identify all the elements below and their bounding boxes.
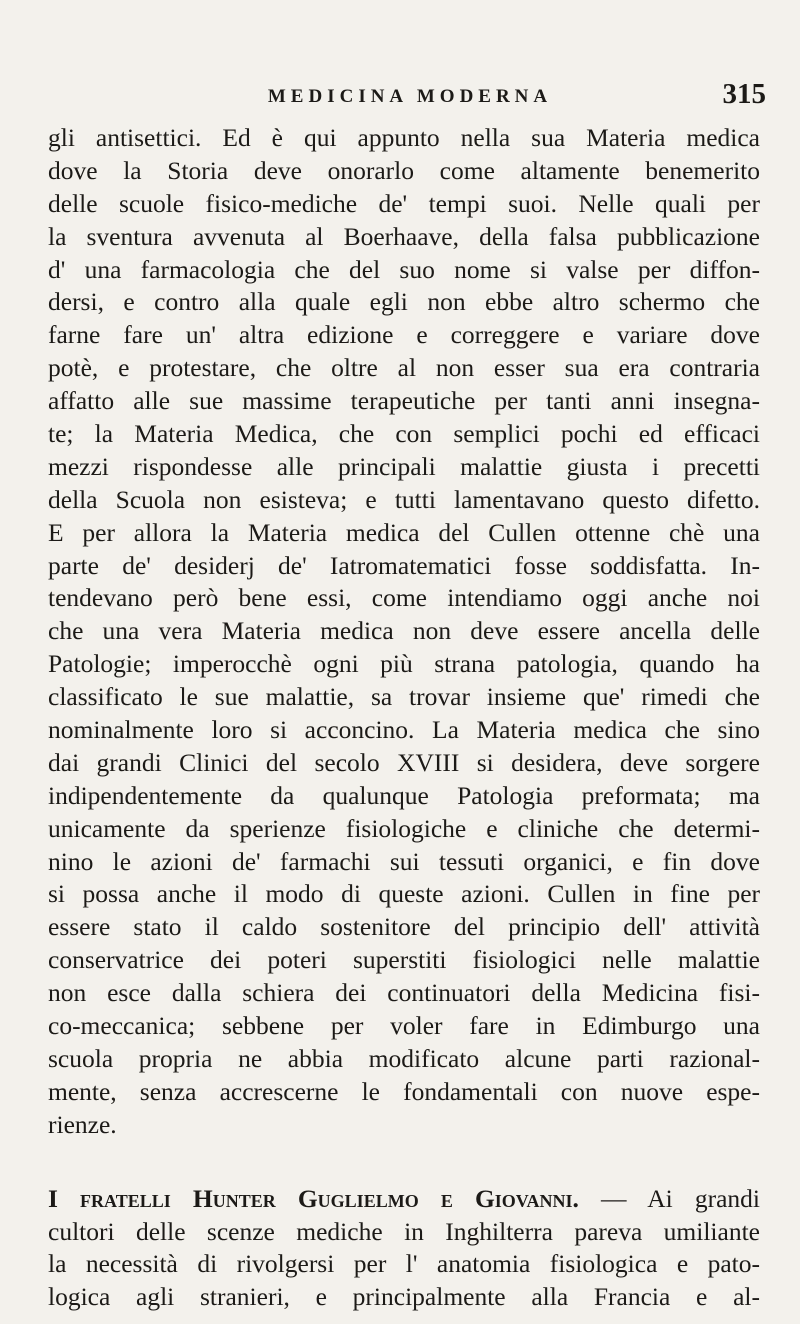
- running-title: MEDICINA MODERNA: [267, 86, 553, 107]
- text-line: unicamente da sperienze fisiologiche e cliniche che determi-: [48, 813, 760, 843]
- text-line: nino le azioni de' farmachi sui tessuti organici, e fin dove: [48, 846, 760, 876]
- text-line: te; la Materia Medica, che con semplici pochi ed efficaci: [48, 419, 760, 449]
- text-line: parte de' desiderj de' Iatromatematici fosse soddisfatta. In-: [48, 550, 760, 580]
- paragraph-cullen: [48, 122, 760, 1142]
- text-line: nominalmente loro si acconcino. La Materia medica che sino: [48, 715, 760, 745]
- paragraph-gap: [48, 1142, 760, 1183]
- paragraph-hunter-lines: [48, 1216, 760, 1315]
- text-line: tendevano però bene essi, come intendiamo oggi anche noi: [48, 583, 760, 613]
- text-line: [48, 1183, 760, 1216]
- text-line: la necessità di rivolgersi per l' anatomia fisiologica e pato-: [48, 1249, 760, 1279]
- text-line: la sventura avvenuta al Boerhaave, della falsa pubblicazione: [48, 221, 760, 251]
- text-line: si possa anche il modo di queste azioni. Cullen in fine per: [48, 879, 760, 909]
- text-line: mente, senza accrescerne le fondamentali con nuove espe-: [48, 1076, 760, 1106]
- text-line: essere stato il caldo sostenitore del principio dell' attività: [48, 912, 760, 942]
- section-title-continuation: — Ai grandi: [578, 1183, 760, 1213]
- text-line: affatto alle sue massime terapeutiche per tanti anni insegna-: [48, 386, 760, 416]
- text-line: cultori delle scenze mediche in Inghilterra pareva umiliante: [48, 1216, 760, 1246]
- text-line: Patologie; imperocchè ogni più strana patologia, quando ha: [48, 649, 760, 679]
- text-line: E per allora la Materia medica del Cullen ottenne chè una: [48, 517, 760, 547]
- text-line: d' una farmacologia che del suo nome si valse per diffon-: [48, 254, 760, 284]
- page-number: 315: [722, 78, 766, 110]
- text-line: rienze.: [48, 1109, 117, 1139]
- text-line: logica agli stranieri, e principalmente alla Francia e al-: [48, 1282, 760, 1312]
- text-line: dai grandi Clinici del secolo XVIII si desidera, deve sorgere: [48, 747, 760, 777]
- text-line: conservatrice dei poteri superstiti fisiologici nelle malattie: [48, 945, 760, 975]
- text-line: della Scuola non esisteva; e tutti lamentavano questo difetto.: [48, 484, 760, 514]
- page-header: [48, 78, 772, 118]
- text-line: indipendentemente da qualunque Patologia preformata; ma: [48, 780, 760, 810]
- section-title: I fratelli Hunter Guglielmo e Giovanni.: [48, 1183, 579, 1213]
- text-line: classificato le sue malattie, sa trovar insieme que' rimedi che: [48, 682, 760, 712]
- text-line: mezzi rispondesse alle principali malattie giusta i precetti: [48, 451, 760, 481]
- text-line: gli antisettici. Ed è qui appunto nella sua Materia medica: [48, 123, 760, 152]
- text-line: delle scuole fisico-mediche de' tempi suoi. Nelle quali per: [48, 188, 760, 218]
- text-line: potè, e protestare, che oltre al non esser sua era contraria: [48, 353, 760, 383]
- text-line: non esce dalla schiera dei continuatori della Medicina fisi-: [48, 978, 760, 1008]
- text-line: co-meccanica; sebbene per voler fare in Edimburgo una: [48, 1011, 760, 1041]
- paragraph-hunter: [48, 1183, 760, 1315]
- text-line: scuola propria ne abbia modificato alcune parti razional-: [48, 1043, 760, 1073]
- body-text: [48, 122, 760, 1314]
- text-line: farne fare un' altra edizione e correggere e variare dove: [48, 320, 760, 350]
- text-line: dove la Storia deve onorarlo come altamente benemerito: [48, 155, 760, 185]
- text-line: dersi, e contro alla quale egli non ebbe altro schermo che: [48, 287, 760, 317]
- text-line: che una vera Materia medica non deve essere ancella delle: [48, 616, 760, 646]
